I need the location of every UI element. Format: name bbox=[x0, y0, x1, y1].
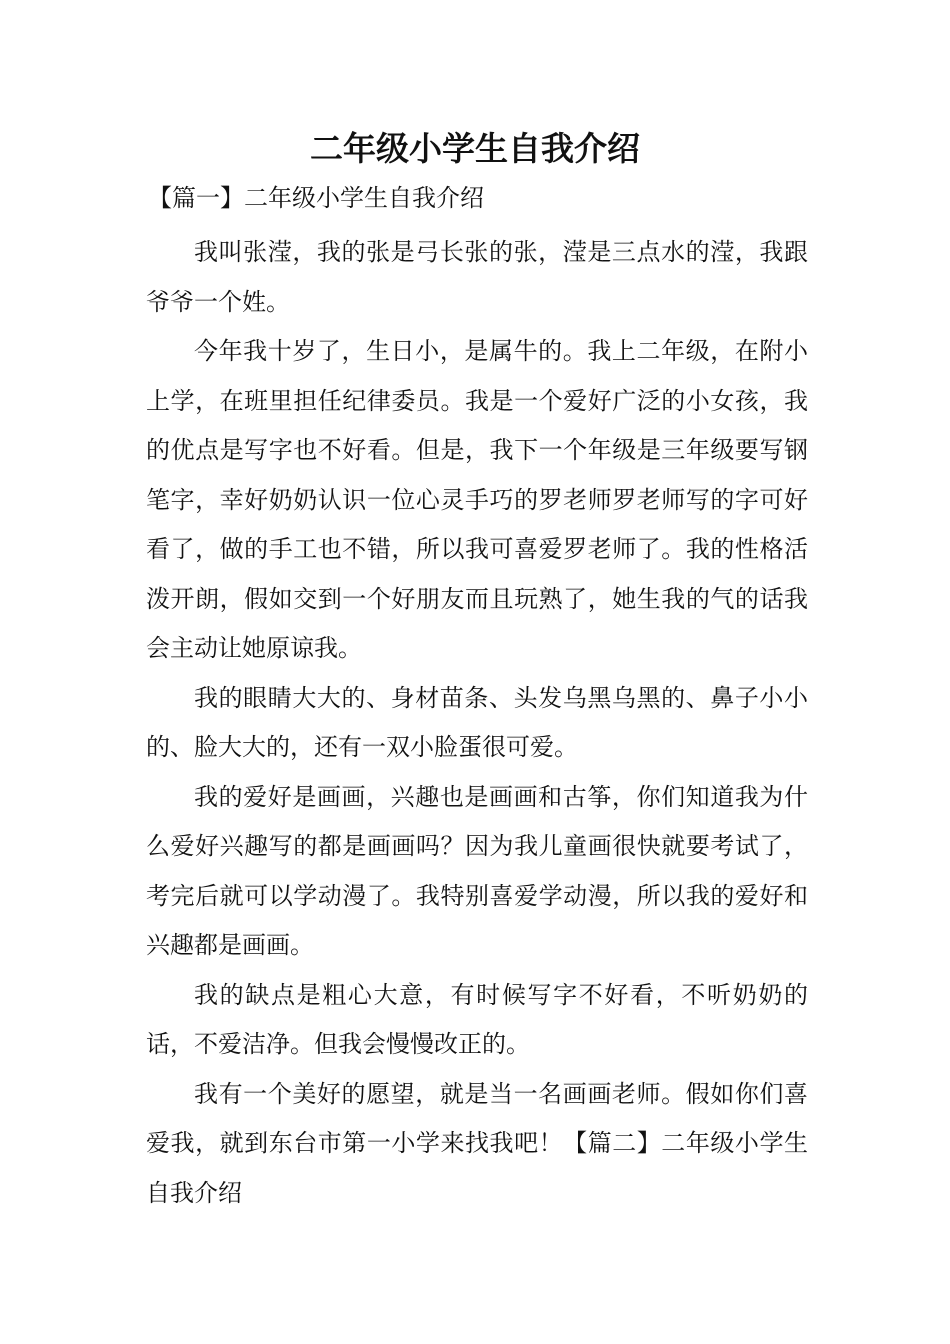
document-body bbox=[146, 228, 808, 1218]
paragraph-1: 我叫张滢，我的张是弓长张的张，滢是三点水的滢，我跟爷爷一个姓。 bbox=[146, 238, 808, 316]
paragraph-6: 我有一个美好的愿望，就是当一名画画老师。假如你们喜爱我，就到东台市第一小学来找我吧！【篇二】二年级小学生自我介绍 bbox=[146, 1079, 808, 1207]
paragraph-4: 我的爱好是画画，兴趣也是画画和古筝，你们知道我为什么爱好兴趣写的都是画画吗？因为我儿童画很快就要考试了，考完后就可以学动漫了。我特别喜爱学动漫，所以我的爱好和兴趣都是画画。 bbox=[146, 782, 808, 959]
document-title: 二年级小学生自我介绍 bbox=[310, 129, 640, 168]
paragraph-5: 我的缺点是粗心大意，有时候写字不好看，不听奶奶的话，不爱洁净。但我会慢慢改正的。 bbox=[146, 980, 808, 1058]
paragraph-2: 今年我十岁了，生日小，是属牛的。我上二年级，在附小上学，在班里担任纪律委员。我是一个爱好广泛的小女孩，我的优点是写字也不好看。但是，我下一个年级是三年级要写钢笔字，幸好奶奶认识一位心灵手巧的罗老师罗老师写的字可好看了，做的手工也不错，所以我可喜爱罗老师了。我的性格活泼开朗，假如交到一个好朋友而且玩熟了，她生我的气的话我会主动让她原谅我。 bbox=[146, 337, 808, 662]
section-heading: 【篇一】二年级小学生自我介绍 bbox=[148, 184, 484, 212]
paragraph-3: 我的眼睛大大的、身材苗条、头发乌黑乌黑的、鼻子小小的、脸大大的，还有一双小脸蛋很可爱。 bbox=[146, 683, 808, 761]
